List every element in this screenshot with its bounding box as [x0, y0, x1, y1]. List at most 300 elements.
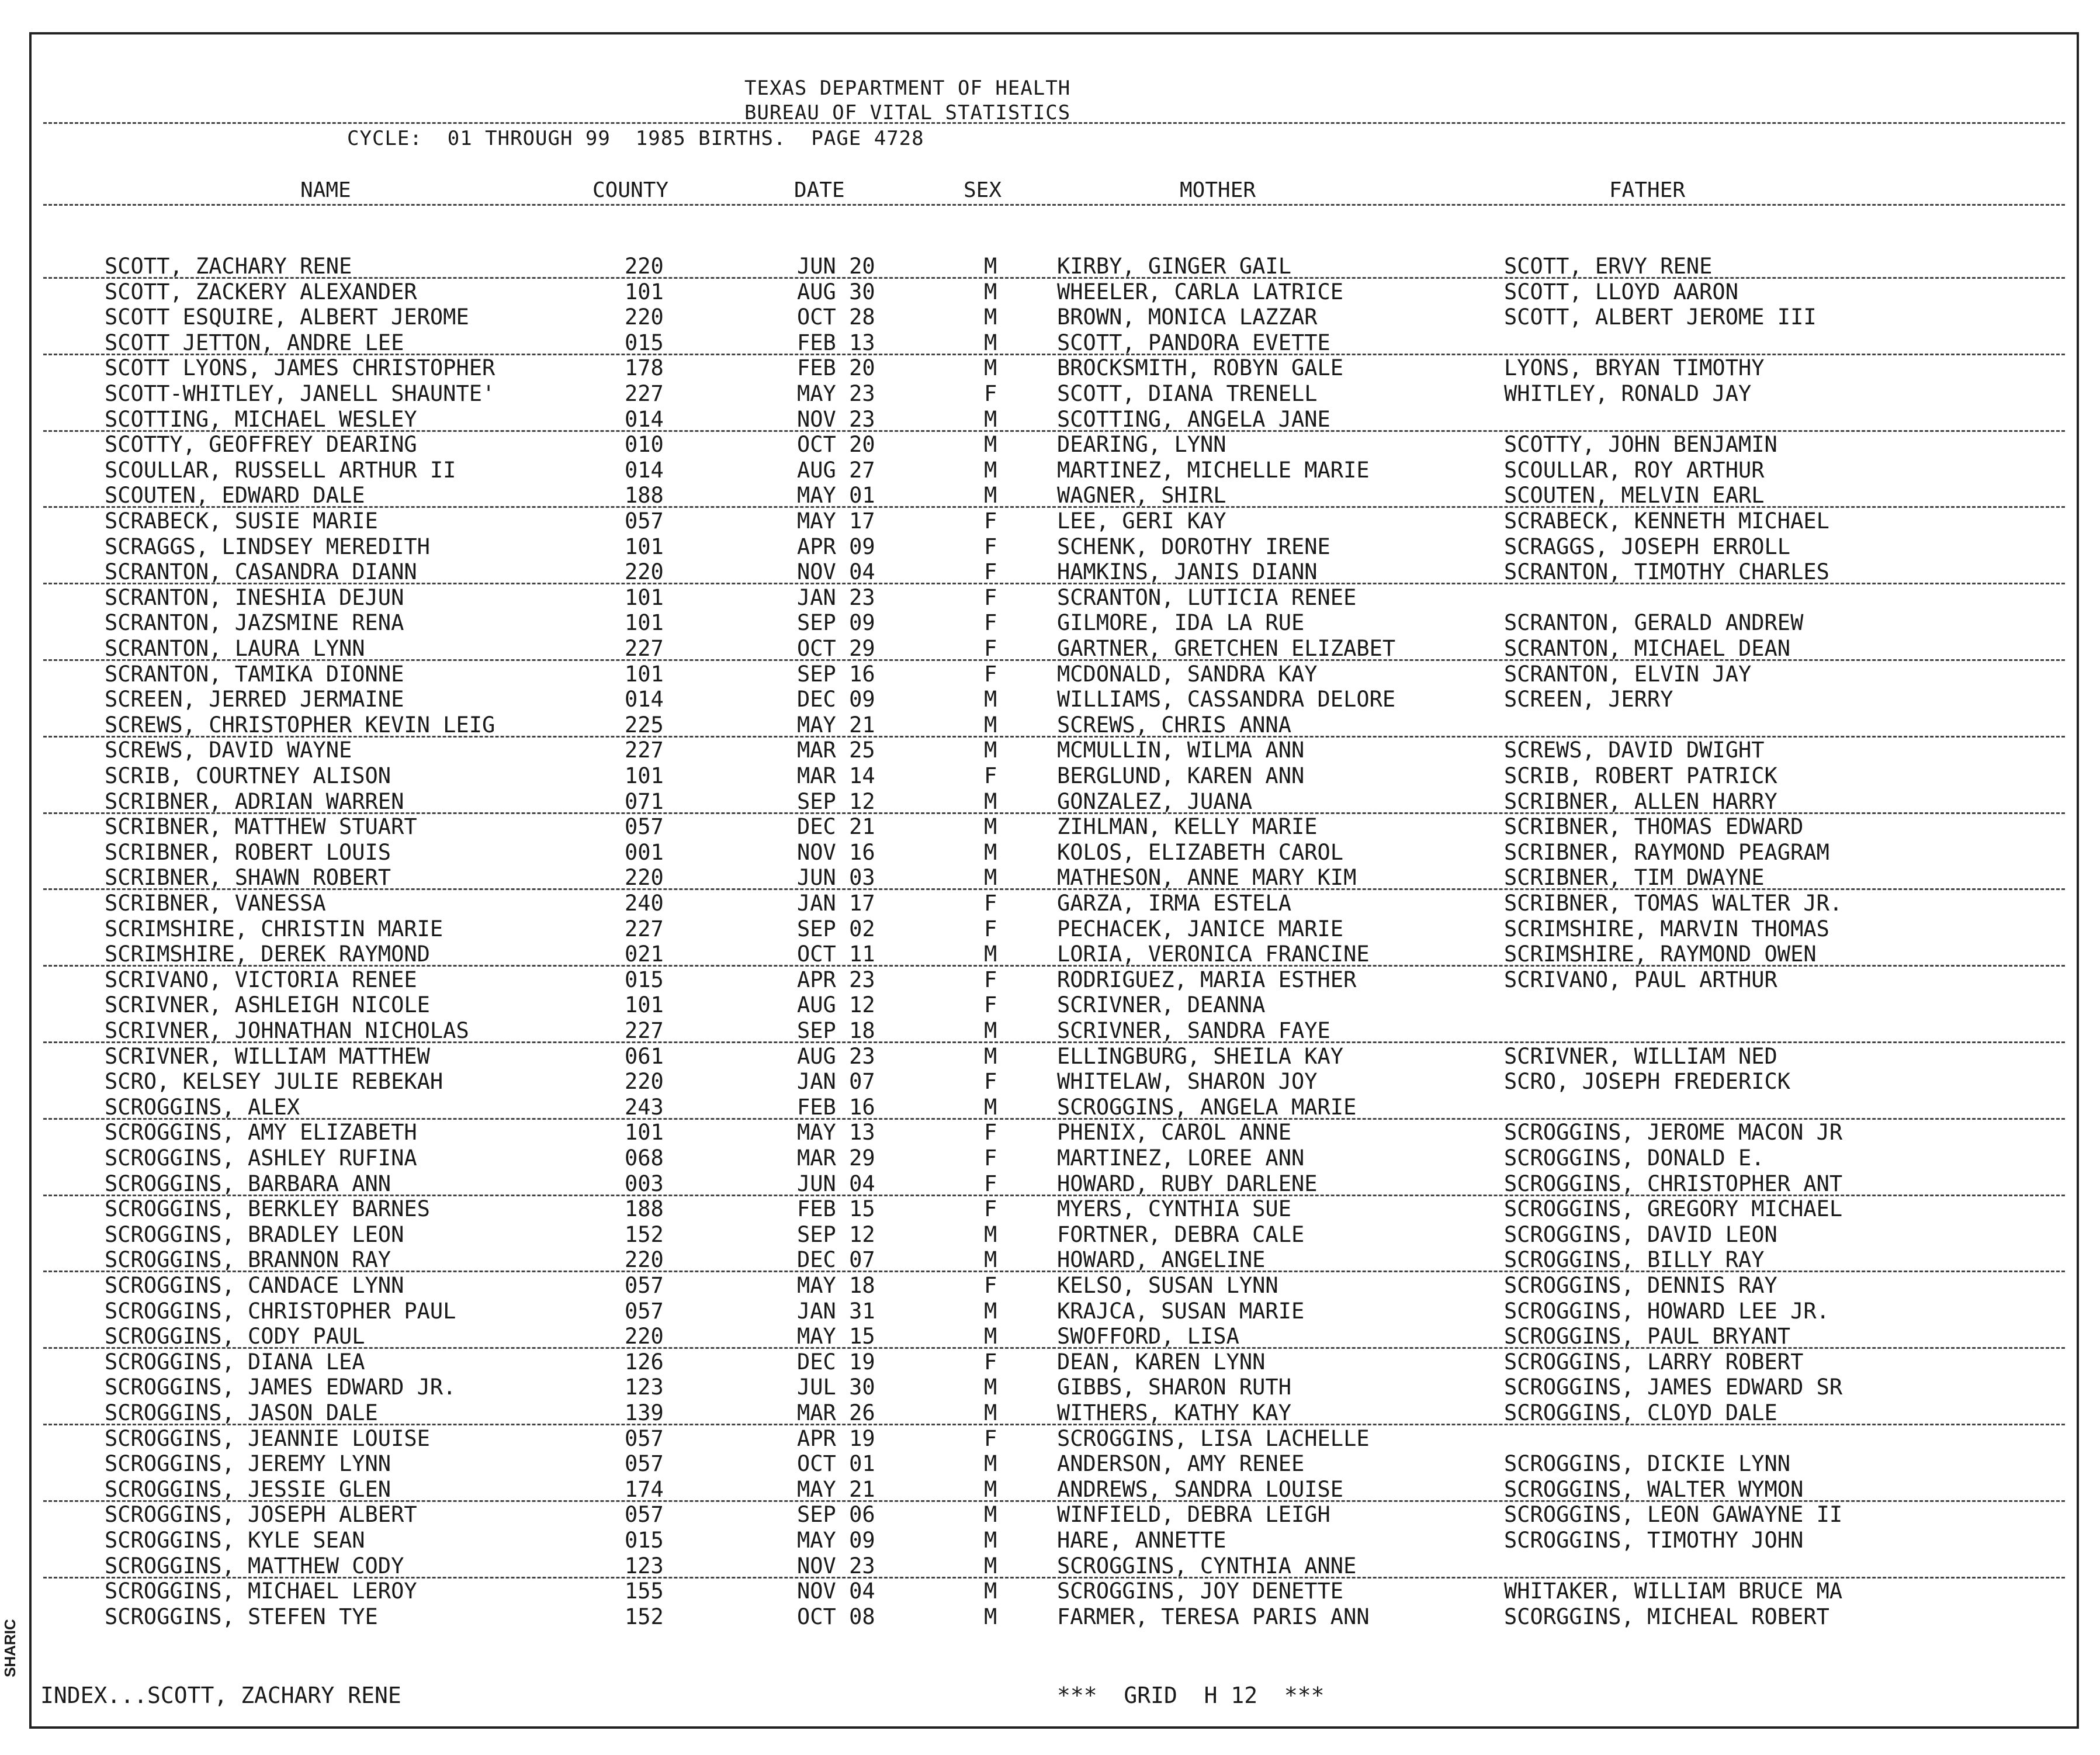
record-row: [32, 1604, 2077, 1630]
record-name: SCRIBNER, VANESSA: [105, 891, 326, 916]
record-father: SCRANTON, GERALD ANDREW: [1504, 610, 1804, 636]
record-county: 101: [625, 279, 664, 304]
row-underline: [43, 506, 2065, 508]
record-name: SCRIMSHIRE, DEREK RAYMOND: [105, 941, 430, 967]
record-date: MAY 21: [797, 712, 875, 738]
record-row: [32, 967, 2077, 993]
document-frame: [29, 32, 2079, 1729]
record-sex: F: [984, 1171, 997, 1196]
record-county: 123: [625, 1375, 664, 1400]
record-county: 152: [625, 1604, 664, 1629]
record-mother: LEE, GERI KAY: [1057, 508, 1226, 534]
record-sex: F: [984, 661, 997, 687]
record-date: AUG 12: [797, 992, 875, 1018]
row-underline: [43, 1500, 2065, 1502]
record-father: SCREWS, DAVID DWIGHT: [1504, 738, 1765, 763]
record-mother: BROWN, MONICA LAZZAR: [1057, 304, 1318, 330]
record-sex: M: [984, 432, 997, 458]
record-mother: DEARING, LYNN: [1057, 432, 1226, 458]
record-name: SCRIBNER, ROBERT LOUIS: [105, 839, 391, 865]
record-sex: F: [984, 1069, 997, 1095]
record-name: SCRAGGS, LINDSEY MEREDITH: [105, 534, 430, 559]
record-mother: SCOTT, DIANA TRENELL: [1057, 381, 1318, 406]
record-sex: M: [984, 1375, 997, 1400]
record-date: MAR 29: [797, 1145, 875, 1171]
record-date: FEB 16: [797, 1094, 875, 1120]
record-date: MAR 25: [797, 738, 875, 763]
record-row: [32, 585, 2077, 611]
record-name: SCROGGINS, CHRISTOPHER PAUL: [105, 1298, 456, 1324]
record-name: SCOTT, ZACKERY ALEXANDER: [105, 279, 417, 304]
record-father: SCOTT, ERVY RENE: [1504, 254, 1713, 279]
record-date: DEC 09: [797, 687, 875, 712]
record-row: [32, 1528, 2077, 1553]
record-date: OCT 20: [797, 432, 875, 458]
record-name: SCROGGINS, CODY PAUL: [105, 1324, 365, 1349]
row-underline: [43, 1041, 2065, 1043]
record-date: DEC 21: [797, 814, 875, 840]
record-mother: MARTINEZ, MICHELLE MARIE: [1057, 457, 1370, 483]
record-row: [32, 1120, 2077, 1145]
record-name: SCRIMSHIRE, CHRISTIN MARIE: [105, 916, 443, 941]
record-county: 155: [625, 1579, 664, 1604]
record-date: NOV 23: [797, 1553, 875, 1579]
record-date: SEP 18: [797, 1018, 875, 1043]
record-mother: MCMULLIN, WILMA ANN: [1057, 738, 1305, 763]
record-mother: GILMORE, IDA LA RUE: [1057, 610, 1305, 636]
record-sex: M: [984, 1094, 997, 1120]
record-sex: M: [984, 1604, 997, 1629]
record-name: SCROGGINS, JASON DALE: [105, 1400, 378, 1425]
record-father: SCRABECK, KENNETH MICHAEL: [1504, 508, 1829, 534]
record-sex: M: [984, 1579, 997, 1604]
record-county: 057: [625, 1502, 664, 1528]
record-county: 126: [625, 1349, 664, 1375]
record-row: [32, 687, 2077, 712]
record-sex: F: [984, 763, 997, 788]
record-row: [32, 381, 2077, 407]
record-mother: SCOTT, PANDORA EVETTE: [1057, 330, 1330, 355]
record-county: 139: [625, 1400, 664, 1425]
record-county: 174: [625, 1476, 664, 1502]
record-father: SCRAGGS, JOSEPH ERROLL: [1504, 534, 1791, 559]
record-row: [32, 1426, 2077, 1452]
record-mother: LORIA, VERONICA FRANCINE: [1057, 941, 1370, 967]
record-father: SCROGGINS, LEON GAWAYNE II: [1504, 1502, 1843, 1528]
record-row: [32, 662, 2077, 687]
record-county: 057: [625, 1273, 664, 1298]
record-date: NOV 23: [797, 406, 875, 432]
record-row: [32, 407, 2077, 432]
record-mother: SCREWS, CHRIS ANNA: [1057, 712, 1291, 738]
record-county: 220: [625, 1069, 664, 1095]
record-row: [32, 814, 2077, 840]
record-name: SCREWS, CHRISTOPHER KEVIN LEIG: [105, 712, 495, 738]
record-sex: F: [984, 559, 997, 585]
record-county: 188: [625, 1196, 664, 1222]
record-date: DEC 07: [797, 1247, 875, 1273]
agency-title: TEXAS DEPARTMENT OF HEALTH: [744, 77, 1071, 100]
record-mother: MATHESON, ANNE MARY KIM: [1057, 865, 1357, 891]
bureau-title: BUREAU OF VITAL STATISTICS: [744, 101, 1071, 124]
record-date: APR 23: [797, 967, 875, 992]
record-row: [32, 865, 2077, 891]
record-county: 101: [625, 1120, 664, 1145]
record-sex: M: [984, 1247, 997, 1273]
record-name: SCREWS, DAVID WAYNE: [105, 738, 352, 763]
record-father: SCROGGINS, WALTER WYMON: [1504, 1476, 1804, 1502]
record-row: [32, 992, 2077, 1018]
record-county: 021: [625, 941, 664, 967]
record-row: [32, 1018, 2077, 1044]
record-father: SCOTTY, JOHN BENJAMIN: [1504, 432, 1777, 458]
record-name: SCOUTEN, EDWARD DALE: [105, 483, 365, 508]
record-date: SEP 12: [797, 1221, 875, 1247]
record-county: 227: [625, 381, 664, 406]
record-sex: M: [984, 406, 997, 432]
record-date: MAR 14: [797, 763, 875, 788]
record-county: 188: [625, 483, 664, 508]
row-underline: [43, 965, 2065, 967]
record-sex: M: [984, 839, 997, 865]
record-father: SCRANTON, MICHAEL DEAN: [1504, 636, 1791, 661]
record-sex: M: [984, 1221, 997, 1247]
record-father: SCRIVANO, PAUL ARTHUR: [1504, 967, 1777, 992]
record-name: SCOTT ESQUIRE, ALBERT JEROME: [105, 304, 469, 330]
row-underline: [43, 736, 2065, 738]
record-date: AUG 27: [797, 457, 875, 483]
record-row: [32, 1502, 2077, 1528]
record-mother: SCROGGINS, JOY DENETTE: [1057, 1579, 1344, 1604]
row-underline: [43, 1424, 2065, 1425]
record-name: SCRO, KELSEY JULIE REBEKAH: [105, 1069, 443, 1095]
record-father: SCRIBNER, TOMAS WALTER JR.: [1504, 891, 1843, 916]
record-name: SCROGGINS, BERKLEY BARNES: [105, 1196, 430, 1222]
record-father: SCRO, JOSEPH FREDERICK: [1504, 1069, 1791, 1095]
record-county: 071: [625, 788, 664, 814]
record-name: SCRANTON, CASANDRA DIANN: [105, 559, 417, 585]
record-mother: WINFIELD, DEBRA LEIGH: [1057, 1502, 1330, 1528]
record-name: SCOTT, ZACHARY RENE: [105, 254, 352, 279]
record-sex: M: [984, 1528, 997, 1553]
row-underline: [43, 430, 2065, 432]
record-county: 068: [625, 1145, 664, 1171]
record-date: SEP 02: [797, 916, 875, 941]
record-sex: F: [984, 1145, 997, 1171]
record-sex: M: [984, 814, 997, 840]
record-date: MAY 13: [797, 1120, 875, 1145]
record-father: SCREEN, JERRY: [1504, 687, 1673, 712]
record-father: SCRIBNER, ALLEN HARRY: [1504, 788, 1777, 814]
record-mother: GARTNER, GRETCHEN ELIZABET: [1057, 636, 1396, 661]
record-father: SCROGGINS, PAUL BRYANT: [1504, 1324, 1791, 1349]
cycle-line: CYCLE: 01 THROUGH 99 1985 BIRTHS. PAGE 4728: [347, 127, 924, 150]
record-father: SCOTT, LLOYD AARON: [1504, 279, 1738, 304]
record-father: SCRIB, ROBERT PATRICK: [1504, 763, 1777, 788]
record-name: SCROGGINS, MICHAEL LEROY: [105, 1579, 417, 1604]
record-name: SCROGGINS, DIANA LEA: [105, 1349, 365, 1375]
record-father: SCROGGINS, CLOYD DALE: [1504, 1400, 1777, 1425]
record-mother: PECHACEK, JANICE MARIE: [1057, 916, 1344, 941]
record-date: APR 09: [797, 534, 875, 559]
record-date: NOV 16: [797, 839, 875, 865]
record-sex: F: [984, 636, 997, 661]
record-mother: ELLINGBURG, SHEILA KAY: [1057, 1043, 1344, 1069]
record-date: MAR 26: [797, 1400, 875, 1425]
record-mother: FORTNER, DEBRA CALE: [1057, 1221, 1305, 1247]
record-date: JAN 17: [797, 891, 875, 916]
record-date: OCT 01: [797, 1451, 875, 1477]
record-date: MAY 17: [797, 508, 875, 534]
record-mother: HOWARD, ANGELINE: [1057, 1247, 1266, 1273]
row-underline: [43, 277, 2065, 279]
record-date: JUN 03: [797, 865, 875, 891]
record-row: [32, 941, 2077, 967]
record-row: [32, 1375, 2077, 1400]
record-row: [32, 1451, 2077, 1477]
record-row: [32, 1324, 2077, 1349]
record-sex: M: [984, 1324, 997, 1349]
record-sex: M: [984, 279, 997, 304]
record-sex: M: [984, 355, 997, 381]
record-row: [32, 1553, 2077, 1579]
record-date: MAY 23: [797, 381, 875, 406]
record-sex: F: [984, 534, 997, 559]
record-county: 010: [625, 432, 664, 458]
record-mother: SCROGGINS, LISA LACHELLE: [1057, 1425, 1370, 1451]
record-row: [32, 432, 2077, 458]
record-date: SEP 12: [797, 788, 875, 814]
col-header-mother: MOTHER: [1180, 178, 1256, 202]
record-name: SCROGGINS, MATTHEW CODY: [105, 1553, 404, 1579]
record-sex: M: [984, 457, 997, 483]
record-sex: M: [984, 483, 997, 508]
record-date: DEC 19: [797, 1349, 875, 1375]
record-county: 227: [625, 916, 664, 941]
record-row: [32, 636, 2077, 662]
record-father: SCRIBNER, THOMAS EDWARD: [1504, 814, 1804, 840]
record-sex: F: [984, 916, 997, 941]
record-mother: SCROGGINS, CYNTHIA ANNE: [1057, 1553, 1357, 1579]
record-row: [32, 1273, 2077, 1299]
record-date: MAY 01: [797, 483, 875, 508]
record-county: 225: [625, 712, 664, 738]
record-name: SCROGGINS, JESSIE GLEN: [105, 1476, 391, 1502]
col-header-name: NAME: [300, 178, 351, 202]
record-date: OCT 28: [797, 304, 875, 330]
row-underline: [43, 888, 2065, 890]
record-row: [32, 330, 2077, 356]
record-name: SCOTTY, GEOFFREY DEARING: [105, 432, 417, 458]
record-county: 220: [625, 559, 664, 585]
record-father: SCROGGINS, CHRISTOPHER ANT: [1504, 1171, 1843, 1196]
record-mother: KELSO, SUSAN LYNN: [1057, 1273, 1278, 1298]
record-mother: DEAN, KAREN LYNN: [1057, 1349, 1266, 1375]
record-row: [32, 840, 2077, 866]
record-father: SCOULLAR, ROY ARTHUR: [1504, 457, 1765, 483]
record-name: SCRIVNER, JOHNATHAN NICHOLAS: [105, 1018, 469, 1043]
record-county: 243: [625, 1094, 664, 1120]
record-mother: SCRANTON, LUTICIA RENEE: [1057, 584, 1357, 610]
record-sex: M: [984, 254, 997, 279]
record-county: 014: [625, 406, 664, 432]
record-mother: GARZA, IRMA ESTELA: [1057, 891, 1291, 916]
record-father: SCRIMSHIRE, MARVIN THOMAS: [1504, 916, 1829, 941]
record-father: WHITAKER, WILLIAM BRUCE MA: [1504, 1579, 1843, 1604]
index-line: INDEX...SCOTT, ZACHARY RENE: [40, 1683, 401, 1708]
record-county: 003: [625, 1171, 664, 1196]
record-county: 057: [625, 1425, 664, 1451]
record-date: OCT 11: [797, 941, 875, 967]
row-underline: [43, 1271, 2065, 1272]
record-mother: WITHERS, KATHY KAY: [1057, 1400, 1291, 1425]
record-mother: SCHENK, DOROTHY IRENE: [1057, 534, 1330, 559]
record-county: 101: [625, 661, 664, 687]
record-mother: BROCKSMITH, ROBYN GALE: [1057, 355, 1344, 381]
col-header-date: DATE: [794, 178, 845, 202]
record-county: 227: [625, 738, 664, 763]
record-county: 178: [625, 355, 664, 381]
record-date: JAN 23: [797, 584, 875, 610]
record-sex: M: [984, 865, 997, 891]
record-mother: SWOFFORD, LISA: [1057, 1324, 1239, 1349]
record-date: MAY 18: [797, 1273, 875, 1298]
record-row: [32, 1247, 2077, 1273]
record-county: 220: [625, 865, 664, 891]
record-name: SCROGGINS, JEANNIE LOUISE: [105, 1425, 430, 1451]
col-header-sex: SEX: [964, 178, 1002, 202]
record-name: SCOTT-WHITLEY, JANELL SHAUNTE': [105, 381, 495, 406]
record-county: 220: [625, 254, 664, 279]
record-row: [32, 483, 2077, 508]
record-mother: SCRIVNER, DEANNA: [1057, 992, 1266, 1018]
record-date: NOV 04: [797, 559, 875, 585]
col-header-county: COUNTY: [592, 178, 669, 202]
record-sex: F: [984, 891, 997, 916]
row-underline: [43, 354, 2065, 355]
record-row: [32, 1299, 2077, 1324]
record-name: SCROGGINS, JAMES EDWARD JR.: [105, 1375, 456, 1400]
record-county: 227: [625, 1018, 664, 1043]
record-name: SCOULLAR, RUSSELL ARTHUR II: [105, 457, 456, 483]
record-county: 014: [625, 687, 664, 712]
record-sex: M: [984, 1451, 997, 1477]
record-date: OCT 08: [797, 1604, 875, 1629]
record-sex: F: [984, 610, 997, 636]
record-name: SCRANTON, LAURA LYNN: [105, 636, 365, 661]
record-sex: M: [984, 738, 997, 763]
record-date: MAY 09: [797, 1528, 875, 1553]
row-underline: [43, 1577, 2065, 1579]
record-sex: F: [984, 992, 997, 1018]
row-underline: [43, 1347, 2065, 1349]
record-name: SCROGGINS, CANDACE LYNN: [105, 1273, 404, 1298]
record-sex: M: [984, 687, 997, 712]
record-county: 057: [625, 1298, 664, 1324]
record-father: SCOTT, ALBERT JEROME III: [1504, 304, 1817, 330]
record-name: SCROGGINS, BRADLEY LEON: [105, 1221, 404, 1247]
record-mother: HARE, ANNETTE: [1057, 1528, 1226, 1553]
header-rule: [43, 122, 2065, 124]
row-underline: [43, 1195, 2065, 1196]
record-father: SCORGGINS, MICHEAL ROBERT: [1504, 1604, 1829, 1629]
record-county: 057: [625, 1451, 664, 1477]
record-row: [32, 1196, 2077, 1222]
record-father: SCROGGINS, DAVID LEON: [1504, 1221, 1777, 1247]
record-sex: M: [984, 1043, 997, 1069]
record-father: SCOUTEN, MELVIN EARL: [1504, 483, 1765, 508]
record-sex: M: [984, 788, 997, 814]
record-county: 240: [625, 891, 664, 916]
record-county: 220: [625, 1324, 664, 1349]
record-sex: M: [984, 1298, 997, 1324]
record-date: AUG 23: [797, 1043, 875, 1069]
record-sex: F: [984, 1349, 997, 1375]
record-row: [32, 891, 2077, 916]
record-father: SCROGGINS, HOWARD LEE JR.: [1504, 1298, 1829, 1324]
record-father: WHITLEY, RONALD JAY: [1504, 381, 1752, 406]
row-underline: [43, 583, 2065, 584]
record-row: [32, 508, 2077, 534]
record-father: SCRANTON, TIMOTHY CHARLES: [1504, 559, 1829, 585]
record-county: 015: [625, 967, 664, 992]
record-father: SCRANTON, ELVIN JAY: [1504, 661, 1752, 687]
record-row: [32, 738, 2077, 763]
record-row: [32, 559, 2077, 585]
grid-marker: *** GRID H 12 ***: [1057, 1683, 1325, 1708]
record-date: SEP 06: [797, 1502, 875, 1528]
record-name: SCOTT JETTON, ANDRE LEE: [105, 330, 404, 355]
record-date: FEB 13: [797, 330, 875, 355]
record-row: [32, 763, 2077, 789]
record-name: SCRIVANO, VICTORIA RENEE: [105, 967, 417, 992]
row-underline: [43, 659, 2065, 661]
record-row: [32, 789, 2077, 815]
record-father: SCRIVNER, WILLIAM NED: [1504, 1043, 1777, 1069]
record-sex: M: [984, 941, 997, 967]
record-mother: FARMER, TERESA PARIS ANN: [1057, 1604, 1370, 1629]
record-mother: GONZALEZ, JUANA: [1057, 788, 1253, 814]
record-sex: M: [984, 1553, 997, 1579]
record-sex: F: [984, 1425, 997, 1451]
record-date: MAY 15: [797, 1324, 875, 1349]
record-sex: F: [984, 1120, 997, 1145]
record-sex: M: [984, 712, 997, 738]
record-father: SCRIBNER, RAYMOND PEAGRAM: [1504, 839, 1829, 865]
record-row: [32, 712, 2077, 738]
record-date: JUL 30: [797, 1375, 875, 1400]
record-row: [32, 1069, 2077, 1095]
record-mother: KOLOS, ELIZABETH CAROL: [1057, 839, 1344, 865]
record-mother: SCOTTING, ANGELA JANE: [1057, 406, 1330, 432]
record-date: MAY 21: [797, 1476, 875, 1502]
record-county: 101: [625, 763, 664, 788]
record-date: OCT 29: [797, 636, 875, 661]
record-name: SCROGGINS, BRANNON RAY: [105, 1247, 391, 1273]
record-row: [32, 279, 2077, 305]
record-name: SCRANTON, JAZSMINE RENA: [105, 610, 404, 636]
record-name: SCRANTON, TAMIKA DIONNE: [105, 661, 404, 687]
record-date: JAN 07: [797, 1069, 875, 1095]
record-mother: WAGNER, SHIRL: [1057, 483, 1226, 508]
column-header-rule: [43, 204, 2065, 206]
record-county: 220: [625, 304, 664, 330]
record-name: SCROGGINS, JEREMY LYNN: [105, 1451, 391, 1477]
record-name: SCRIVNER, ASHLEIGH NICOLE: [105, 992, 430, 1018]
record-name: SCREEN, JERRED JERMAINE: [105, 687, 404, 712]
record-father: SCRIMSHIRE, RAYMOND OWEN: [1504, 941, 1817, 967]
record-row: [32, 458, 2077, 483]
